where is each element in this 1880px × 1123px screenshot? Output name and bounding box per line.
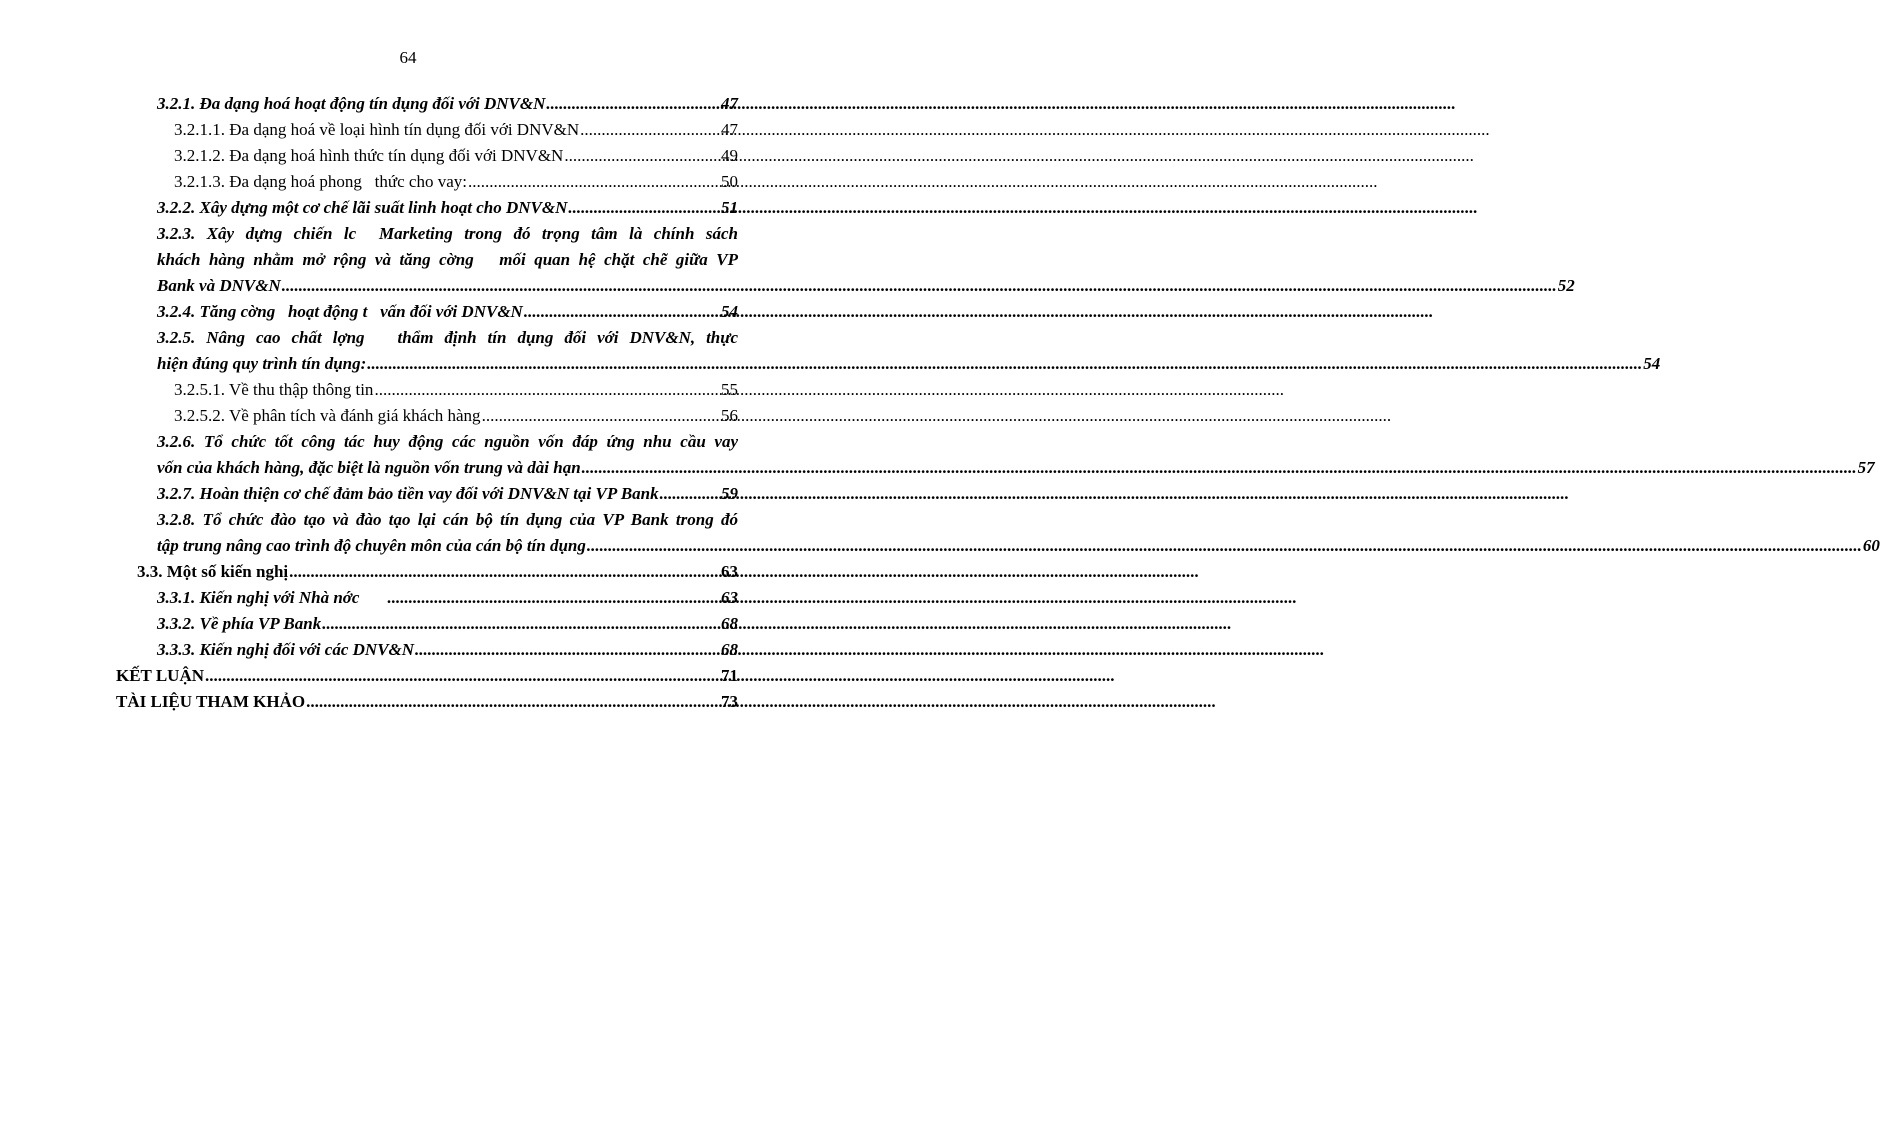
toc-entry-title-line: 3.2.3. Xây dựng chiến lc Marketing trong đó trọng tâm là chính sách <box>157 224 738 243</box>
toc-entry-3-2-7 <box>157 481 738 507</box>
toc-entry-3-2-5-1 <box>174 377 738 403</box>
toc-entry-page: 63 <box>721 562 738 581</box>
toc-entry-page: 73 <box>721 692 738 711</box>
toc-entry-title: 3.2.1.3. Đa dạng hoá phong thức cho vay: <box>174 172 467 191</box>
toc-entry-3-2-1-3 <box>174 169 738 195</box>
toc-entry-title: 3.2.5.2. Về phân tích và đánh giá khách hàng <box>174 406 481 425</box>
dot-leader <box>546 91 720 117</box>
toc-entry-page: 47 <box>721 120 738 139</box>
toc-entry-title: KẾT LUẬN <box>116 666 205 685</box>
toc-entry-page: 57 <box>1857 458 1875 477</box>
dot-leader <box>482 403 720 429</box>
toc-entry-title: 3.2.1.2. Đa dạng hoá hình thức tín dụng đối với DNV&N <box>174 146 564 165</box>
toc-entry-title-line: vốn của khách hàng, đặc biệt là nguồn vốn trung và dài hạn <box>157 458 581 477</box>
toc-entry-title-line: tập trung nâng cao trình độ chuyên môn của cán bộ tín dụng <box>157 536 586 555</box>
toc-entry-3-2-4 <box>157 299 738 325</box>
toc-entry-3-3-3 <box>157 637 738 663</box>
toc-entry-references <box>116 689 738 715</box>
toc-entry-page: 68 <box>721 640 738 659</box>
toc-entry-title: 3.2.4. Tăng cờng hoạt động t vấn đối với DNV&N <box>157 302 523 321</box>
toc-entry-title: TÀI LIỆU THAM KHẢO <box>116 692 306 711</box>
dot-leader <box>289 559 720 585</box>
toc-entry-page: 60 <box>1862 536 1880 555</box>
dot-leader <box>205 663 720 689</box>
toc-entry-3-2-5-2 <box>174 403 738 429</box>
toc-entry-title: 3.3. Một số kiến nghị <box>137 562 289 581</box>
dot-leader <box>580 117 720 143</box>
toc-entry-title-line: khách hàng nhằm mở rộng và tăng cờng mối quan hệ chặt chẽ giữa VP <box>157 250 738 269</box>
dot-leader <box>387 585 720 611</box>
dot-leader <box>564 143 720 169</box>
toc-entry-page: 47 <box>721 94 738 113</box>
toc-entry-3-2-1-1 <box>174 117 738 143</box>
dot-leader: ............................................................................................................................................................................................................................................................................................................ <box>281 276 1557 295</box>
dot-leader <box>374 377 720 403</box>
dot-leader <box>415 637 720 663</box>
toc-entry-page: 56 <box>721 406 738 425</box>
toc-entry-title: 3.2.1.1. Đa dạng hoá về loại hình tín dụng đối với DNV&N <box>174 120 580 139</box>
toc-entry-3-2-5 <box>157 325 1661 377</box>
toc-entry-title: 3.3.2. Về phía VP Bank <box>157 614 322 633</box>
toc-entry-title: 3.2.5.1. Về thu thập thông tin <box>174 380 374 399</box>
toc-entry-page: 52 <box>1557 276 1575 295</box>
toc-entry-3-2-6 <box>157 429 1875 481</box>
toc-entry-3-2-1-2 <box>174 143 738 169</box>
table-of-contents <box>0 91 1880 715</box>
toc-entry-3-2-1 <box>157 91 738 117</box>
toc-entry-title-line: hiện đúng quy trình tín dụng: <box>157 354 367 373</box>
toc-entry-page: 54 <box>1643 354 1661 373</box>
toc-entry-title: 3.3.1. Kiến nghị với Nhà nớc <box>157 588 360 607</box>
toc-entry-3-2-8 <box>157 507 1880 559</box>
dot-leader <box>524 299 720 325</box>
toc-entry-page: 63 <box>721 588 738 607</box>
toc-entry-title-line: Bank và DNV&N <box>157 276 281 295</box>
toc-entry-page: 49 <box>721 146 738 165</box>
dot-leader <box>306 689 720 715</box>
toc-entry-page: 50 <box>721 172 738 191</box>
toc-entry-page: 54 <box>721 302 738 321</box>
dot-leader <box>322 611 720 637</box>
toc-entry-title: 3.2.2. Xây dựng một cơ chế lãi suất linh hoạt cho DNV&N <box>157 198 568 217</box>
toc-entry-3-3-1 <box>157 585 738 611</box>
dot-leader: ............................................................................................................................................................................................................................................................................................................ <box>581 458 1857 477</box>
page-number: 64 <box>399 48 417 67</box>
toc-entry-3-2-2 <box>157 195 738 221</box>
toc-entry-page: 68 <box>721 614 738 633</box>
toc-entry-title-line: 3.2.6. Tổ chức tốt công tác huy động các nguồn vốn đáp ứng nhu cầu vay <box>157 432 738 451</box>
toc-entry-title: 3.3.3. Kiến nghị đối với các DNV&N <box>157 640 415 659</box>
dot-leader: ............................................................................................................................................................................................................................................................................................................ <box>586 536 1862 555</box>
toc-entry-title-line: 3.2.5. Nâng cao chất lợng thẩm định tín dụng đối với DNV&N, thực <box>157 328 738 347</box>
dot-leader <box>568 195 720 221</box>
dot-leader <box>468 169 720 195</box>
toc-entry-conclusion <box>116 663 738 689</box>
toc-entry-page: 59 <box>721 484 738 503</box>
toc-entry-3-3-2 <box>157 611 738 637</box>
toc-entry-title: 3.2.7. Hoàn thiện cơ chế đảm bảo tiền vay đối với DNV&N tại VP Bank <box>157 484 659 503</box>
toc-entry-title-line: 3.2.8. Tổ chức đào tạo và đào tạo lại cán bộ tín dụng của VP Bank trong đó <box>157 510 738 529</box>
toc-entry-page: 55 <box>721 380 738 399</box>
dot-leader: ............................................................................................................................................................................................................................................................................................................ <box>367 354 1643 373</box>
toc-entry-3-2-3 <box>157 221 1575 299</box>
toc-entry-3-3 <box>137 559 738 585</box>
dot-leader <box>660 481 720 507</box>
toc-entry-page: 51 <box>721 198 738 217</box>
toc-entry-page: 71 <box>721 666 738 685</box>
toc-entry-title: 3.2.1. Đa dạng hoá hoạt động tín dụng đối với DNV&N <box>157 94 546 113</box>
